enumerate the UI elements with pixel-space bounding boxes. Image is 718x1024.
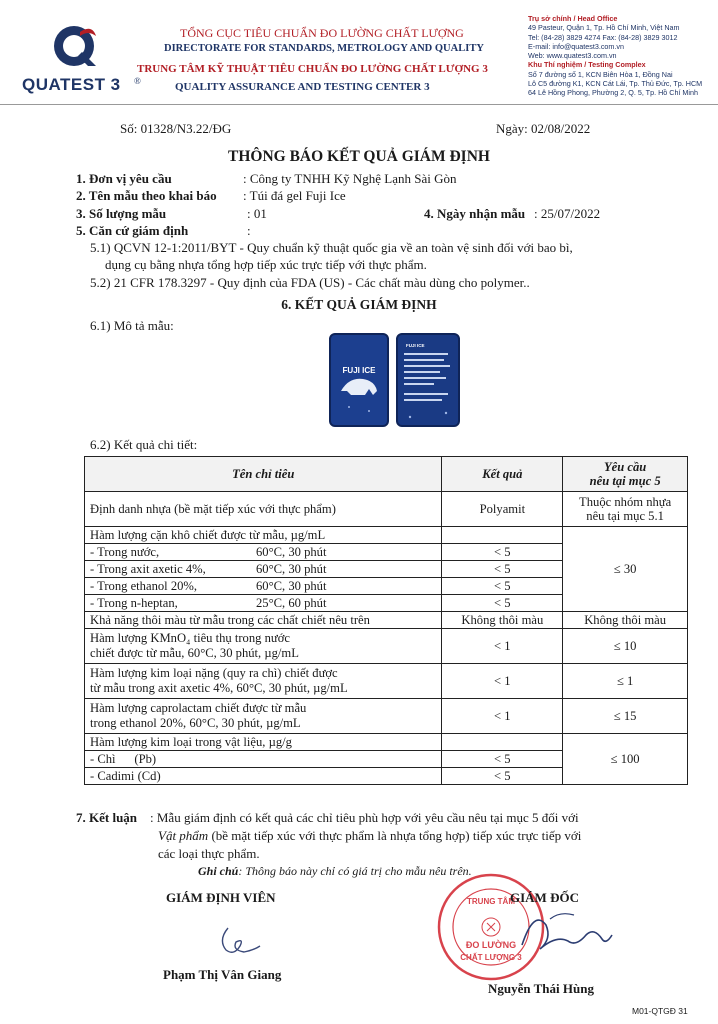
basis-item: 5.1) QCVN 12-1:2011/BYT - Quy chuẩn kỹ thuật quốc gia về an toàn vệ sinh đối với bao bì,	[90, 240, 573, 255]
center-vn: TRUNG TÂM KỸ THUẬT TIÊU CHUẨN ĐO LƯỜNG CHẤT LƯỢNG 3	[137, 63, 488, 75]
sub-condition: 60°C, 30 phút	[256, 544, 327, 559]
field-value: : 25/07/2022	[534, 206, 601, 221]
logo-text: QUATEST 3	[22, 75, 121, 94]
col-header-req-line2: nêu tại mục 5	[589, 474, 661, 488]
stamp-text: ĐO LƯỜNG	[465, 940, 517, 950]
col-header-req-line1: Yêu cầu	[603, 460, 647, 474]
requirement-cell: ≤ 15	[563, 699, 688, 734]
criteria-line: từ mẫu trong axit axetic 4%, 60°C, 30 phút, µg/mL	[90, 681, 348, 695]
doc-title: THÔNG BÁO KẾT QUẢ GIÁM ĐỊNH	[228, 148, 490, 165]
result-cell: < 1	[442, 629, 563, 664]
head-office-line: Web: www.quatest3.com.vn	[528, 51, 617, 61]
criteria-cell: - Cadimi (Cd)	[85, 768, 442, 785]
inspector-title: GIÁM ĐỊNH VIÊN	[166, 890, 276, 905]
conclusion-text: các loại thực phẩm.	[158, 846, 260, 861]
col-header-criteria: Tên chỉ tiêu	[85, 457, 442, 492]
criteria-line: Hàm lượng kim loại nặng (quy ra chì) chiết được	[90, 666, 338, 680]
requirement-cell: ≤ 1	[563, 664, 688, 699]
result-cell: < 1	[442, 664, 563, 699]
field-value: :	[247, 223, 251, 238]
director-name: Nguyễn Thái Hùng	[488, 981, 594, 996]
result-cell: < 5	[442, 544, 563, 561]
form-code: M01-QTGĐ 31	[632, 1006, 688, 1016]
doc-number: Số: 01328/N3.22/ĐG	[120, 121, 232, 136]
field-value: : Công ty TNHH Kỹ Nghệ Lạnh Sài Gòn	[243, 171, 457, 186]
sub-criteria: - Trong ethanol 20%,	[90, 578, 198, 593]
conclusion-label: 7. Kết luận	[76, 810, 138, 825]
criteria-cell: - Chì (Pb)	[85, 751, 442, 768]
criteria-cell: Hàm lượng cặn khô chiết được từ mẫu, µg/mL	[85, 527, 442, 544]
note-text: : Thông báo này chỉ có giá trị cho mẫu nêu trên.	[238, 864, 472, 878]
lab-line: 64 Lê Hồng Phong, Phường 2, Q. 5, Tp. Hồ Chí Minh	[528, 88, 699, 98]
sub-criteria: - Trong axit axetic 4%,	[90, 561, 206, 576]
col-header-result: Kết quả	[442, 457, 563, 492]
note-label: Ghi chú	[198, 864, 239, 878]
doc-date: Ngày: 02/08/2022	[496, 121, 591, 136]
req-line: Thuộc nhóm nhựa	[579, 495, 672, 509]
requirement-cell: ≤ 30	[563, 527, 688, 612]
basis-item: dụng cụ bằng nhựa tổng hợp tiếp xúc trực tiếp với thực phẩm.	[105, 257, 427, 272]
director-title: GIÁM ĐỐC	[510, 890, 579, 905]
org-vn: TỔNG CỤC TIÊU CHUẨN ĐO LƯỜNG CHẤT LƯỢNG	[180, 26, 464, 40]
result-cell: < 1	[442, 699, 563, 734]
result-cell: < 5	[442, 578, 563, 595]
inspector-name: Phạm Thị Vân Giang	[163, 967, 282, 982]
head-office-title: Trụ sở chính / Head Office	[528, 14, 618, 23]
director-signature	[516, 905, 616, 965]
table-row	[85, 612, 688, 629]
conclusion-rest: (bề mặt tiếp xúc với thực phẩm là nhựa tổng hợp) tiếp xúc trực tiếp với	[208, 828, 582, 843]
sub-criteria: - Trong n-heptan,	[90, 595, 178, 610]
criteria-line: Hàm lượng KMnO₄ tiêu thụ trong nước	[90, 631, 290, 645]
org-en: DIRECTORATE FOR STANDARDS, METROLOGY AND QUALITY	[164, 43, 484, 54]
requirement-cell: ≤ 10	[563, 629, 688, 664]
criteria-cell: Khả năng thôi màu từ mẫu trong các chất chiết nêu trên	[85, 612, 442, 629]
conclusion-text: : Mẫu giám định có kết quả các chỉ tiêu phù hợp với yêu cầu nêu tại mục 5 đối với	[150, 810, 579, 825]
lab-title: Khu Thí nghiệm / Testing Complex	[528, 60, 646, 70]
result-cell: < 5	[442, 751, 563, 768]
criteria-cell	[85, 629, 442, 664]
results-table	[84, 456, 688, 785]
field-value: : Túi đá gel Fuji Ice	[243, 188, 346, 203]
table-row	[85, 527, 688, 544]
result-cell: < 5	[442, 561, 563, 578]
head-office-line: 49 Pasteur, Quận 1, Tp. Hồ Chí Minh, Việt Nam	[528, 23, 680, 33]
subsection-label: 6.1) Mô tả mẫu:	[90, 318, 174, 333]
header-divider	[0, 104, 718, 105]
field-label: 3. Số lượng mẫu	[76, 206, 167, 221]
sub-condition: 60°C, 30 phút	[256, 578, 327, 593]
table-header-row	[85, 457, 688, 492]
product-front-photo	[329, 333, 389, 427]
section-title: 6. KẾT QUẢ GIÁM ĐỊNH	[281, 297, 437, 312]
criteria-cell	[85, 664, 442, 699]
criteria-cell	[85, 544, 442, 561]
result-cell	[442, 527, 563, 544]
requirement-cell: ≤ 100	[563, 734, 688, 785]
requirement-cell: Không thôi màu	[563, 612, 688, 629]
basis-item: 5.2) 21 CFR 178.3297 - Quy định của FDA (US) - Các chất màu dùng cho polymer..	[90, 275, 530, 290]
result-cell: Không thôi màu	[442, 612, 563, 629]
note	[198, 864, 472, 879]
criteria-cell	[85, 699, 442, 734]
stamp-text: TRUNG TÂM	[467, 897, 515, 906]
sub-criteria: - Trong nước,	[90, 544, 160, 559]
criteria-line: trong ethanol 20%, 60°C, 30 phút, µg/mL	[90, 716, 301, 730]
table-row	[85, 629, 688, 664]
lab-line: Lô C5 đường K1, KCN Cát Lái, Tp. Thủ Đức, Tp. HCM	[528, 79, 703, 89]
result-cell	[442, 734, 563, 751]
field-value: : 01	[247, 206, 267, 221]
subsection-label: 6.2) Kết quả chi tiết:	[90, 437, 198, 452]
table-row	[85, 492, 688, 527]
contact-block	[528, 14, 702, 98]
conclusion-text	[158, 828, 581, 844]
product-back-photo	[396, 333, 460, 427]
registered-mark: ®	[134, 76, 141, 86]
criteria-cell	[85, 595, 442, 612]
inspector-signature	[214, 920, 264, 960]
field-label: 4. Ngày nhận mẫu	[424, 206, 526, 221]
field-label: 2. Tên mẫu theo khai báo	[76, 188, 217, 203]
sub-condition: 60°C, 30 phút	[256, 561, 327, 576]
product-back-label: FUJI ICE	[406, 343, 425, 348]
head-office-line: Tel: (84-28) 3829 4274 Fax: (84-28) 3829 3012	[528, 32, 678, 42]
table-row	[85, 699, 688, 734]
criteria-cell	[85, 578, 442, 595]
criteria-line: chiết được từ mẫu, 60°C, 30 phút, µg/mL	[90, 646, 299, 660]
criteria-cell: Hàm lượng kim loại trong vật liệu, µg/g	[85, 734, 442, 751]
req-line: nêu tại mục 5.1	[586, 509, 664, 523]
conclusion-italic: Vật phẩm	[158, 828, 209, 843]
col-header-requirement	[563, 457, 688, 492]
result-cell: < 5	[442, 595, 563, 612]
center-en: QUALITY ASSURANCE AND TESTING CENTER 3	[175, 81, 430, 93]
result-cell: < 5	[442, 768, 563, 785]
result-cell: Polyamit	[442, 492, 563, 527]
requirement-cell	[563, 492, 688, 527]
stamp-text: CHẤT LƯỢNG 3	[460, 953, 522, 962]
table-row	[85, 664, 688, 699]
sub-condition: 25°C, 60 phút	[256, 595, 327, 610]
field-label: 1. Đơn vị yêu cầu	[76, 171, 172, 186]
criteria-cell	[85, 561, 442, 578]
product-front-label: FUJI ICE	[342, 366, 376, 375]
table-row	[85, 734, 688, 751]
head-office-line: E-mail: info@quatest3.com.vn	[528, 41, 624, 51]
criteria-cell: Định danh nhựa (bề mặt tiếp xúc với thực phẩm)	[85, 492, 442, 527]
criteria-line: Hàm lượng caprolactam chiết được từ mẫu	[90, 701, 307, 715]
field-label: 5. Căn cứ giám định	[76, 223, 189, 238]
lab-line: Số 7 đường số 1, KCN Biên Hòa 1, Đồng Nai	[528, 69, 673, 79]
